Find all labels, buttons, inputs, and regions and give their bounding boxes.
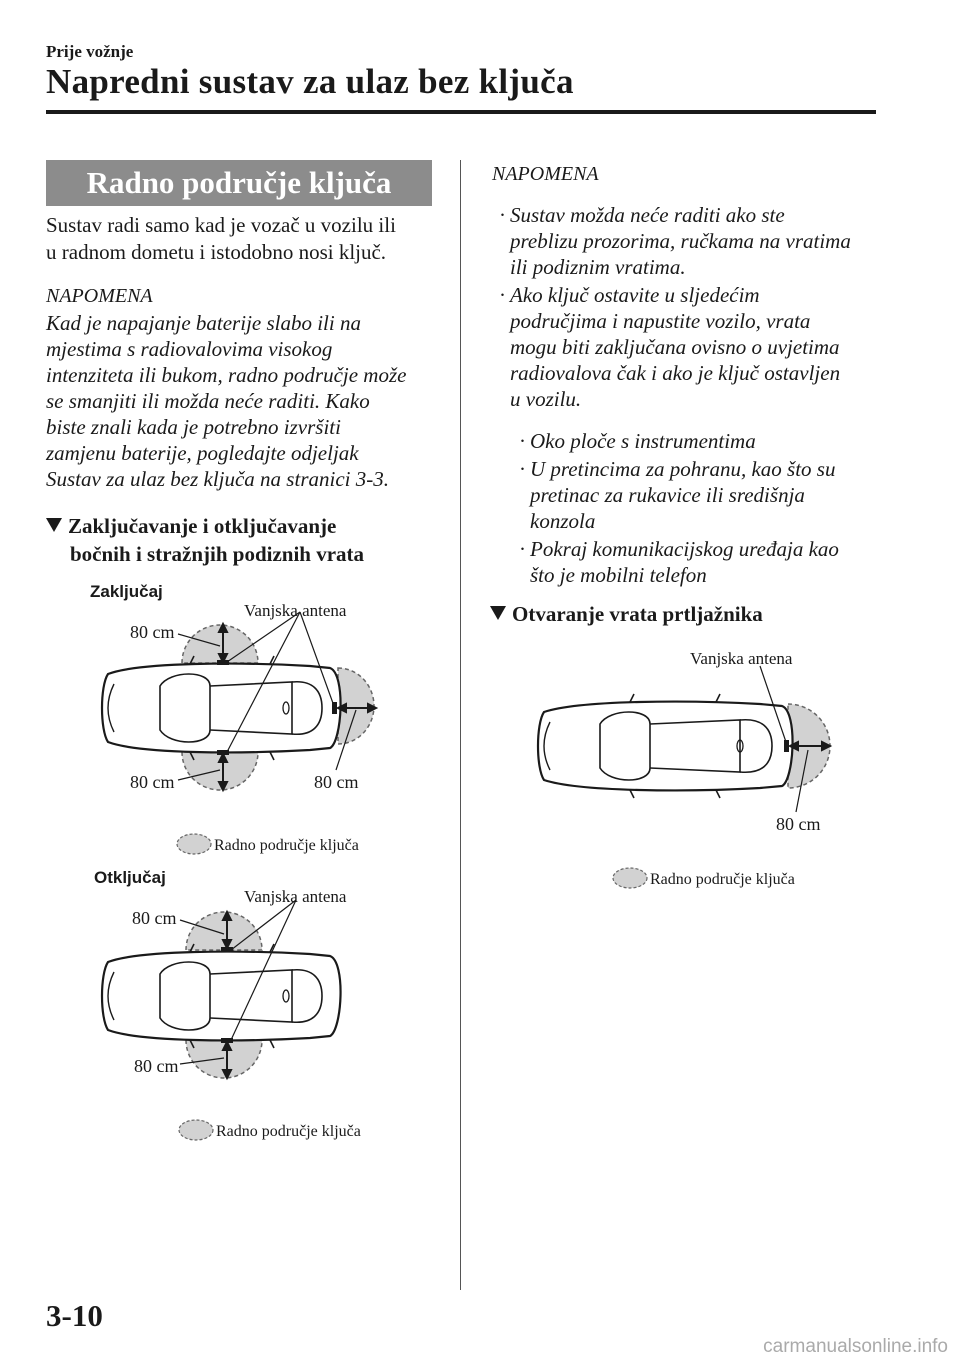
triangle-marker-icon <box>46 518 62 532</box>
watermark: carmanualsonline.info <box>763 1336 948 1357</box>
bullet-line: U pretincima za pohranu, kao što su <box>530 457 836 481</box>
note-line: Kad je napajanje baterije slabo ili na <box>46 311 361 335</box>
bullet-line: Oko ploče s instrumentima <box>530 429 756 453</box>
bullet-line: područjima i napustite vozilo, vrata <box>510 309 811 333</box>
bullet-line: mogu biti zaključana ovisno o uvjetima <box>510 335 840 359</box>
subheading-line: bočnih i stražnjih podiznih vrata <box>70 542 365 566</box>
page-number: 3-10 <box>46 1298 103 1333</box>
note-line: biste znali kada je potrebno izvršiti <box>46 415 341 439</box>
intro-line: u radnom dometu i istodobno nosi ključ. <box>46 240 387 264</box>
note-heading: NAPOMENA <box>46 285 153 307</box>
unlock-diagram <box>60 876 440 1156</box>
legend-zone-icon <box>179 1120 213 1140</box>
lock-diagram <box>60 590 440 870</box>
intro-line: Sustav radi samo kad je vozač u vozilu ili <box>46 213 396 237</box>
distance-label-rear: 80 cm <box>776 814 821 834</box>
bullet-line: Sustav možda neće raditi ako ste <box>510 203 785 227</box>
car-top-view <box>538 694 793 798</box>
bullet-dot-icon: · <box>499 283 506 307</box>
section-banner: Radno područje ključa <box>46 160 432 206</box>
page-title: Napredni sustav za ulaz bez ključa <box>46 62 574 101</box>
column-divider <box>460 160 461 1290</box>
title-rule <box>46 110 876 114</box>
bullet-line: Pokraj komunikacijskog uređaja kao <box>530 537 839 561</box>
distance-label-top: 80 cm <box>132 908 177 928</box>
note-line: intenziteta ili bukom, radno područje može <box>46 363 407 387</box>
note-line: se smanjiti ili možda neće raditi. Kako <box>46 389 370 413</box>
distance-label-rear: 80 cm <box>314 772 359 792</box>
note-heading: NAPOMENA <box>492 163 599 185</box>
unlock-diagram-label: Otključaj <box>94 868 166 887</box>
note-bullet <box>499 282 841 412</box>
note-line: Sustav za ulaz bez ključa na stranici 3-3. <box>46 467 389 491</box>
car-top-view <box>102 944 341 1048</box>
note-sub-bullet <box>519 536 839 588</box>
subheading-lock <box>46 512 364 568</box>
note-sub-bullet <box>519 428 756 454</box>
legend-label: Radno područje ključa <box>650 871 795 888</box>
antenna-label: Vanjska antena <box>244 887 347 906</box>
chapter-name: Prije vožnje <box>46 42 134 61</box>
subheading-trunk <box>490 600 763 628</box>
intro-paragraph <box>46 212 396 266</box>
note-paragraph <box>46 310 406 492</box>
car-top-view <box>102 656 341 760</box>
bullet-line: Ako ključ ostavite u sljedećim <box>510 283 760 307</box>
legend-zone-icon <box>177 834 211 854</box>
bullet-line: što je mobilni telefon <box>530 563 707 587</box>
distance-label-bottom: 80 cm <box>134 1056 179 1076</box>
legend-label: Radno područje ključa <box>216 1123 361 1140</box>
bullet-line: pretinac za rukavice ili središnja <box>530 483 805 507</box>
note-bullet <box>499 202 851 280</box>
lock-diagram-label: Zaključaj <box>90 582 163 601</box>
bullet-dot-icon: · <box>519 537 526 561</box>
bullet-dot-icon: · <box>499 203 506 227</box>
note-sub-bullet <box>519 456 836 534</box>
note-line: zamjenu baterije, pogledajte odjeljak <box>46 441 359 465</box>
legend-label: Radno područje ključa <box>214 837 359 854</box>
distance-label-top: 80 cm <box>130 622 175 642</box>
note-line: mjestima s radiovalovima visokog <box>46 337 333 361</box>
bullet-dot-icon: · <box>519 457 526 481</box>
bullet-dot-icon: · <box>519 429 526 453</box>
bullet-line: ili podiznim vratima. <box>510 255 686 279</box>
bullet-line: u vozilu. <box>510 387 582 411</box>
antenna-label: Vanjska antena <box>244 601 347 620</box>
antenna-label: Vanjska antena <box>690 649 793 668</box>
legend-zone-icon <box>613 868 647 888</box>
subheading-line: Zaključavanje i otključavanje <box>68 514 337 538</box>
bullet-line: preblizu prozorima, ručkama na vratima <box>510 229 851 253</box>
distance-label-bottom: 80 cm <box>130 772 175 792</box>
bullet-line: konzola <box>530 509 596 533</box>
triangle-marker-icon <box>490 606 506 620</box>
bullet-line: radiovalova čak i ako je ključ ostavljen <box>510 361 841 385</box>
subheading-line: Otvaranje vrata prtljažnika <box>512 602 763 626</box>
trunk-diagram <box>520 640 900 900</box>
